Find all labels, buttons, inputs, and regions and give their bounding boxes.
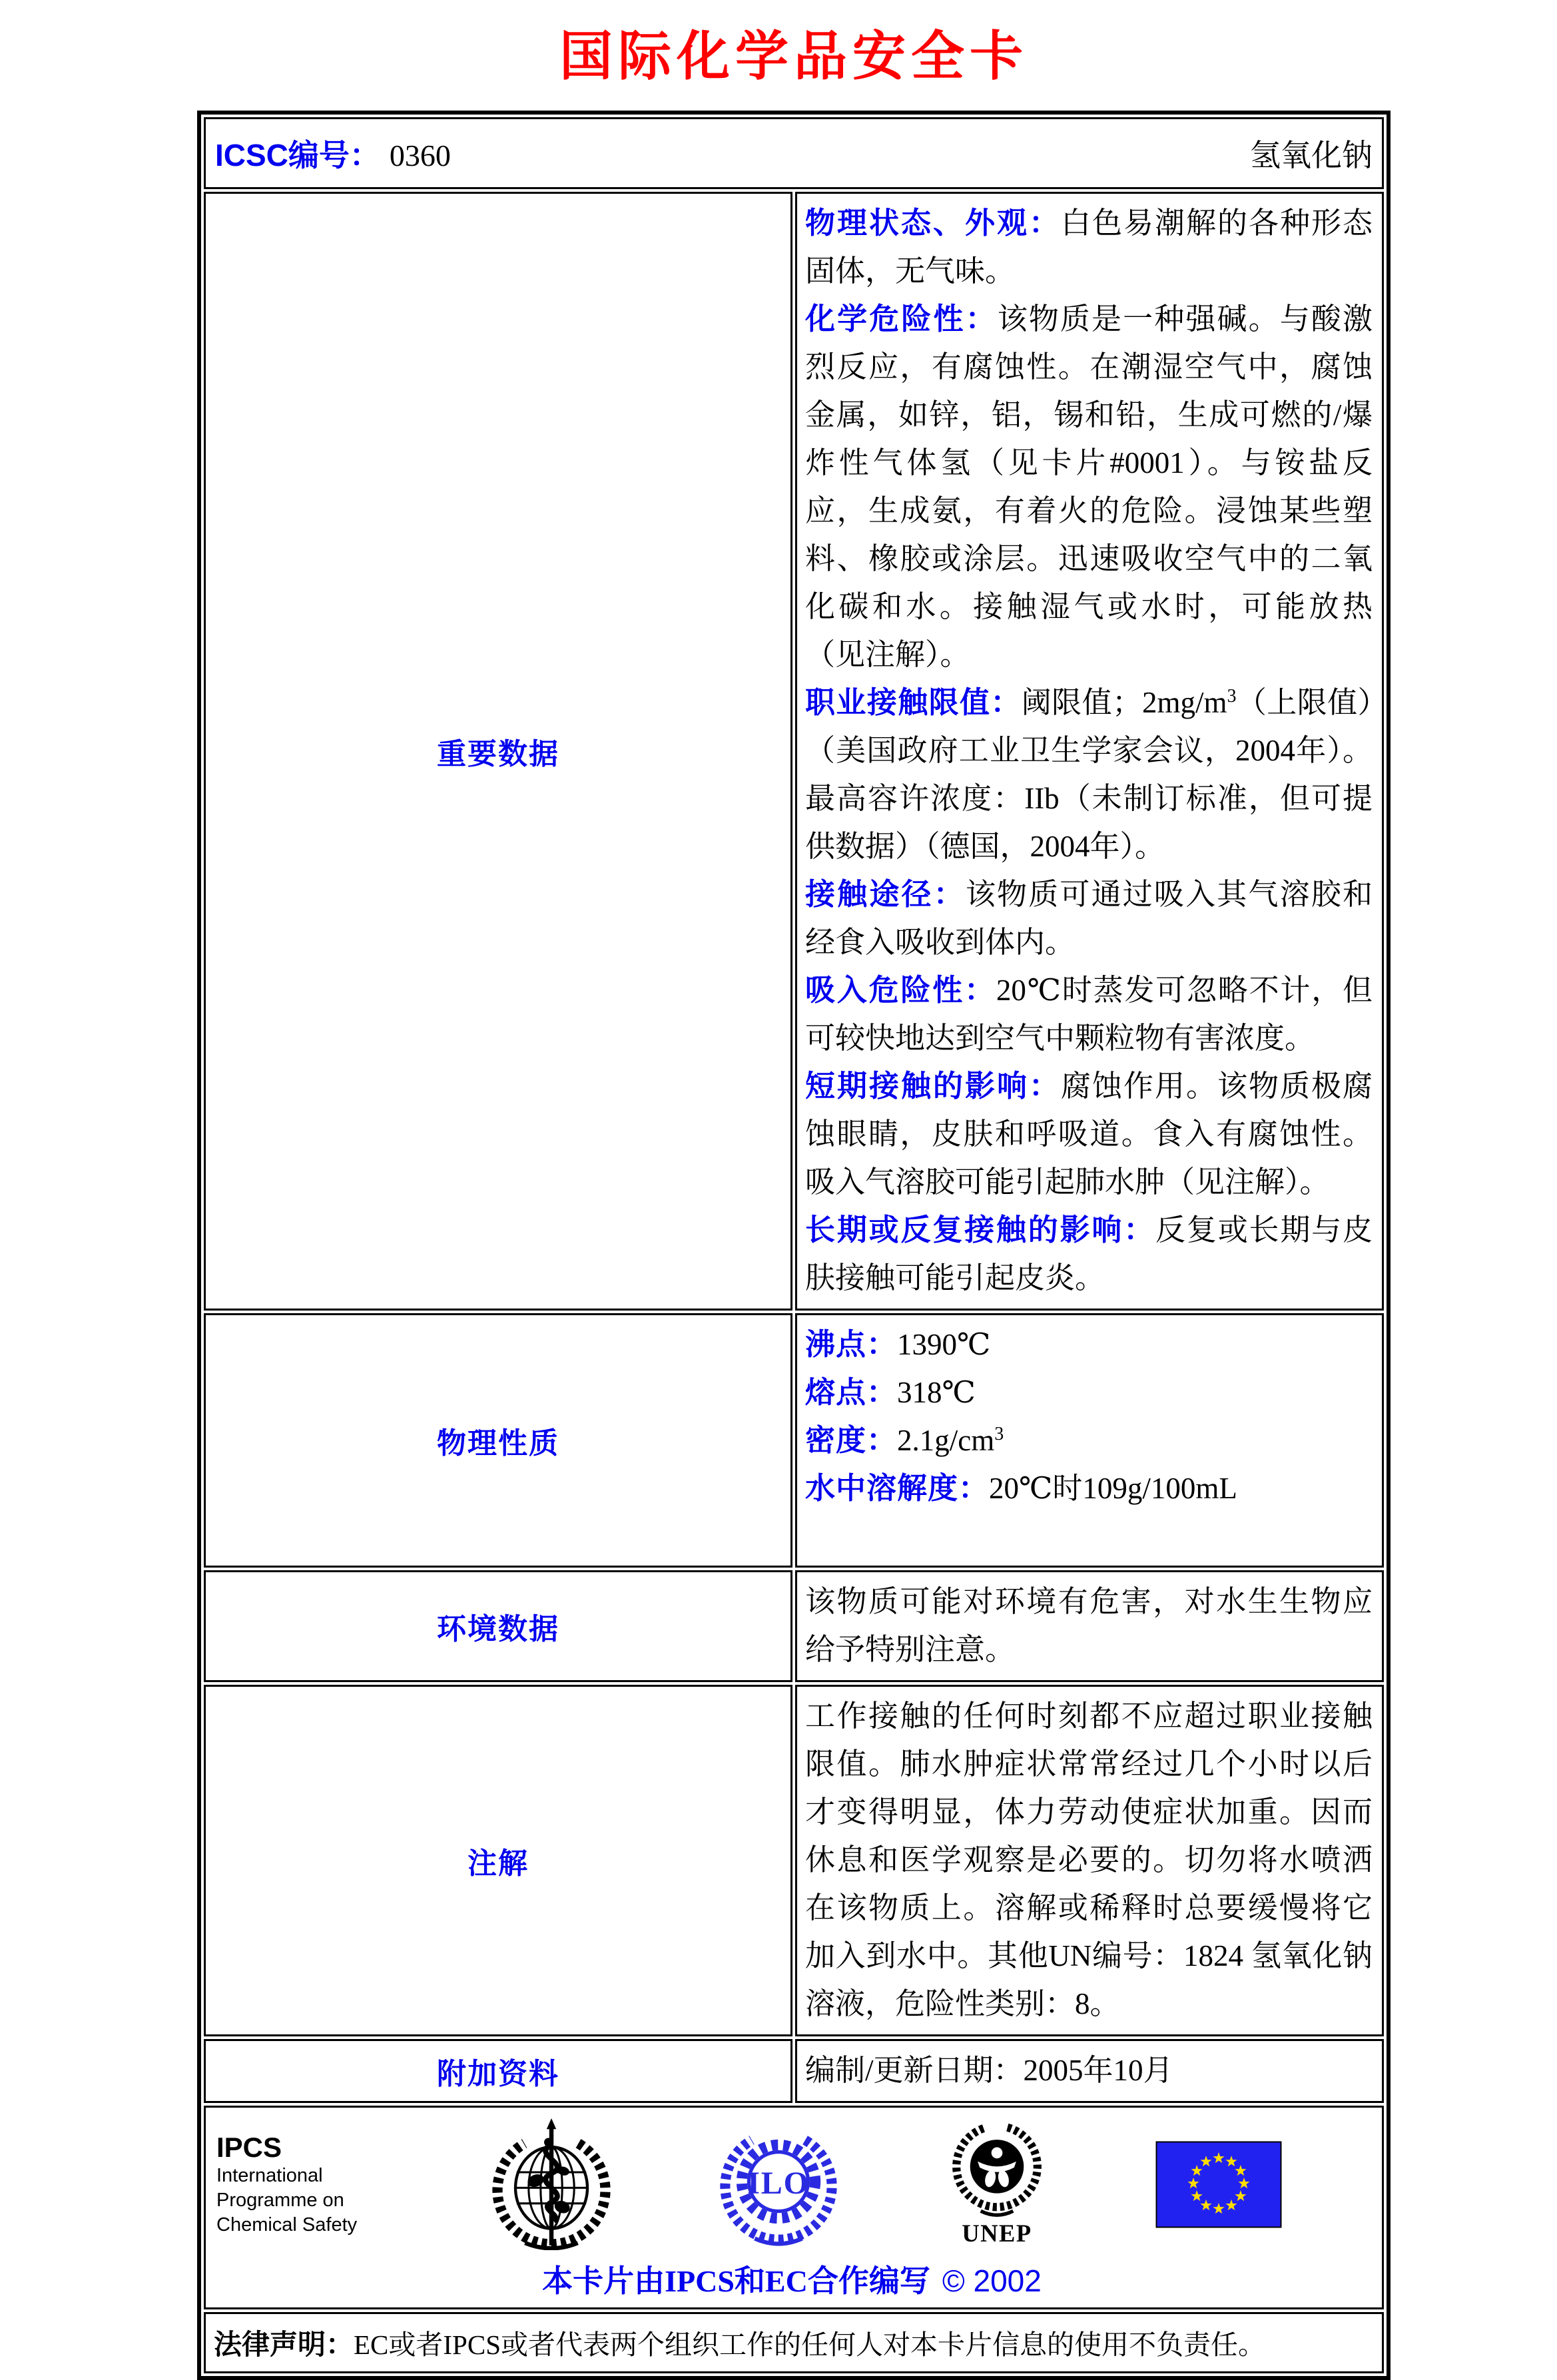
entry-exposure-routes — [805, 870, 1373, 966]
superscript-3: 3 — [994, 1424, 1004, 1444]
field-text: 20℃时蒸发可忽略不计，但可较快地达到空气中颗粒物有害浓度。 — [805, 974, 1373, 1055]
field-text: 该物质可通过吸入其气溶胶和经食入吸收到体内。 — [805, 878, 1373, 959]
chemical-name: 氢氧化钠 — [1250, 139, 1373, 172]
entry-chemical-danger — [805, 295, 1373, 679]
environmental-data-row — [204, 1570, 1384, 1682]
unep-caption: UNEP — [961, 2219, 1032, 2247]
physical-properties-row — [204, 1313, 1384, 1568]
ilo-letters: ILO — [747, 2165, 810, 2201]
field-text: 1390℃ — [897, 1328, 991, 1361]
field-label: 熔点： — [805, 1375, 898, 1409]
icsc-number-label: ICSC编号： — [215, 138, 380, 172]
credit-line — [215, 2257, 1369, 2301]
field-text: 20℃时109g/100mL — [989, 1472, 1237, 1505]
legal-notice-text: EC或者IPCS或者代表两个组织工作的任何人对本卡片信息的使用不负责任。 — [354, 2329, 1266, 2360]
field-text: 阈限值；2mg/m — [1021, 686, 1227, 719]
field-label: 接触途径： — [805, 877, 966, 911]
field-text: 反复或长期与皮肤接触可能引起皮炎。 — [805, 1213, 1373, 1295]
field-text: 2.1g/cm — [897, 1424, 995, 1457]
entry-occupational-limits — [805, 679, 1373, 870]
field-text: 白色易潮解的各种形态固体，无气味。 — [805, 206, 1373, 288]
field-label: 物理状态、外观： — [805, 206, 1061, 240]
field-label: 吸入危险性： — [805, 973, 996, 1007]
superscript-3: 3 — [1227, 686, 1237, 707]
field-text: 腐蚀作用。该物质极腐蚀眼睛，皮肤和呼吸道。食入有腐蚀性。吸入气溶胶可能引起肺水肿（见注解）。 — [805, 1069, 1373, 1199]
field-label: 水中溶解度： — [805, 1471, 990, 1505]
field-text: 该物质是一种强碱。与酸激烈反应，有腐蚀性。在潮湿空气中，腐蚀金属，如锌，铝，锡和铅，生成可燃的/爆炸性气体氢（见卡片#0001）。与铵盐反应，生成氨，有着火的危险。浸蚀某些塑料、橡胶或涂层。迅速吸收空气中的二氧化碳和水。接触湿气或水时，可能放热（见注解）。 — [805, 302, 1373, 671]
important-data-content — [795, 192, 1384, 1311]
environmental-data-row-label: 环境数据 — [204, 1570, 792, 1682]
ipcs-subtitle-line: Chemical Safety — [216, 2214, 358, 2235]
notes-row — [204, 1685, 1384, 2036]
credit-copyright: © 2002 — [942, 2263, 1042, 2298]
legal-notice-cell — [204, 2312, 1384, 2373]
page-title: 国际化学品安全卡 — [559, 28, 1028, 87]
header-row — [204, 117, 1384, 189]
unep-emblem-icon — [946, 2121, 1048, 2247]
credit-text: 本卡片由IPCS和EC合作编写 — [542, 2264, 930, 2298]
who-emblem-icon — [491, 2118, 611, 2250]
icsc-card-table — [197, 111, 1391, 2380]
field-label: 长期或反复接触的影响： — [805, 1213, 1156, 1247]
icsc-number-value: 0360 — [389, 139, 451, 172]
legal-notice-row — [204, 2312, 1384, 2373]
ipcs-title: IPCS — [216, 2131, 282, 2163]
ilo-emblem-icon — [719, 2122, 838, 2247]
icsc-number-group — [215, 131, 451, 175]
entry-physical-state — [805, 199, 1373, 295]
physical-properties-row-label: 物理性质 — [204, 1313, 792, 1568]
physical-properties-content — [795, 1313, 1384, 1568]
entry-short-term-effects — [805, 1062, 1373, 1206]
field-label: 化学危险性： — [805, 302, 998, 336]
entry-boiling-point — [805, 1321, 1373, 1368]
entry-long-term-effects — [805, 1206, 1373, 1302]
header-cell — [204, 117, 1384, 189]
entry-density — [805, 1416, 1373, 1464]
field-label: 密度： — [805, 1423, 898, 1457]
additional-info-row — [204, 2039, 1384, 2103]
ipcs-subtitle-line: Programme on — [216, 2189, 344, 2211]
eu-flag-icon — [1155, 2141, 1282, 2228]
additional-info-row-label: 附加资料 — [204, 2039, 792, 2103]
ipcs-text-block — [216, 2132, 383, 2237]
field-label: 短期接触的影响： — [805, 1069, 1061, 1103]
entry-inhalation-risk — [805, 966, 1373, 1062]
important-data-row — [204, 192, 1384, 1311]
field-label: 职业接触限值： — [805, 685, 1022, 719]
important-data-row-label: 重要数据 — [204, 192, 792, 1311]
field-text: （上限值）（美国政府工业卫生学家会议，2004年）。最高容许浓度：IIb（未制订标准，但可提供数据）（德国，2004年）。 — [805, 686, 1373, 863]
entry-water-solubility — [805, 1464, 1373, 1512]
entry-melting-point — [805, 1368, 1373, 1416]
notes-content: 工作接触的任何时刻都不应超过职业接触限值。肺水肿症状常常经过几个小时以后才变得明显，体力劳动使症状加重。因而休息和医学观察是必要的。切勿将水喷洒在该物质上。溶解或稀释时总要缓慢将它加入到水中。其他UN编号：1824 氢氧化钠溶液，危险性类别：8。 — [795, 1685, 1384, 2036]
legal-notice-label: 法律声明： — [214, 2329, 354, 2360]
field-label: 沸点： — [805, 1327, 898, 1361]
notes-row-label: 注解 — [204, 1685, 792, 2036]
ipcs-subtitle-line: International — [216, 2164, 323, 2186]
additional-info-content: 编制/更新日期：2005年10月 — [795, 2039, 1384, 2103]
environmental-data-content: 该物质可能对环境有危害，对水生生物应给予特别注意。 — [795, 1570, 1384, 1682]
field-text: 318℃ — [897, 1376, 976, 1409]
